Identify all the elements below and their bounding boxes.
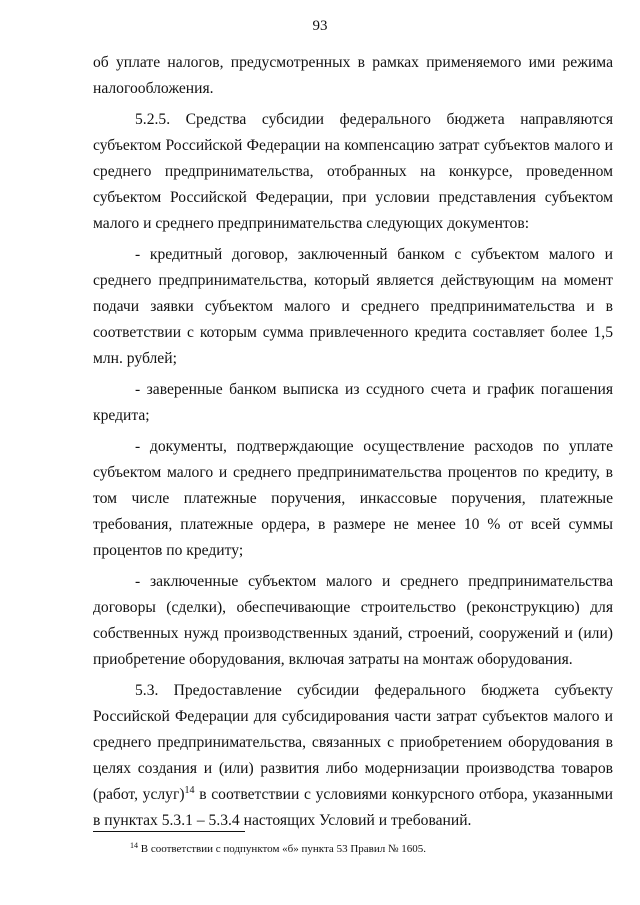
paragraph-5-2-5: 5.2.5. Средства субсидии федерального бюджета направляются субъектом Российской Федерации на компенсацию затрат субъектов малого и среднего предпринимательства, отобранных на конкурсе, проведенном субъектом Российской Федерации, при условии представления субъектом малого и среднего предпринимательства следующих документов: (93, 111, 613, 232)
paragraph-5-3-text-start: 5.3. Предоставление субсидии федерального бюджета субъекту Российской Федерации для субсидирования части затрат субъектов малого и среднего предпринимательства, связанных с приобретением оборудования в целях создания и (или) развития либо модернизации производства товаров (работ, услуг) (93, 682, 613, 803)
list-item-bank-statement: - заверенные банком выписка из ссудного счета и график погашения кредита; (93, 381, 613, 424)
page-number: 93 (312, 18, 328, 34)
list-item-credit-agreement: - кредитный договор, заключенный банком с субъектом малого и среднего предпринимательства, который является действующим на момент подачи заявки субъектом малого и среднего предпринимательства и в соответствии с которым сумма привлеченного кредита составляет более 1,5 млн. рублей; (93, 246, 613, 367)
list-item-contracts: - заключенные субъектом малого и среднего предпринимательства договоры (сделки), обеспечивающие строительство (реконструкцию) для собственных нужд производственных зданий, строений, сооружений и (или) приобретение оборудования, включая затраты на монтаж оборудования. (93, 573, 613, 668)
paragraph-5-3 (93, 678, 613, 834)
footnote-marker: 14 (130, 841, 138, 850)
footnote-text: В соответствии с подпунктом «б» пункта 53 Правил № 1605. (138, 843, 426, 855)
page-body (93, 50, 613, 834)
paragraph-continued: об уплате налогов, предусмотренных в рамках применяемого ими режима налогообложения. (93, 54, 613, 97)
footnote (130, 842, 610, 856)
footnote-reference: 14 (184, 785, 195, 796)
footnote-separator (93, 831, 245, 832)
list-item-interest-documents: - документы, подтверждающие осуществление расходов по уплате субъектом малого и среднего предпринимательства процентов по кредиту, в том числе платежные поручения, инкассовые поручения, платежные требования, платежные ордера, в размере не менее 10 % от всей суммы процентов по кредиту; (93, 438, 613, 559)
paragraph-5-3-text-end: в соответствии с условиями конкурсного отбора, указанными в пунктах 5.3.1 – 5.3.4 настоящих Условий и требований. (93, 786, 613, 829)
